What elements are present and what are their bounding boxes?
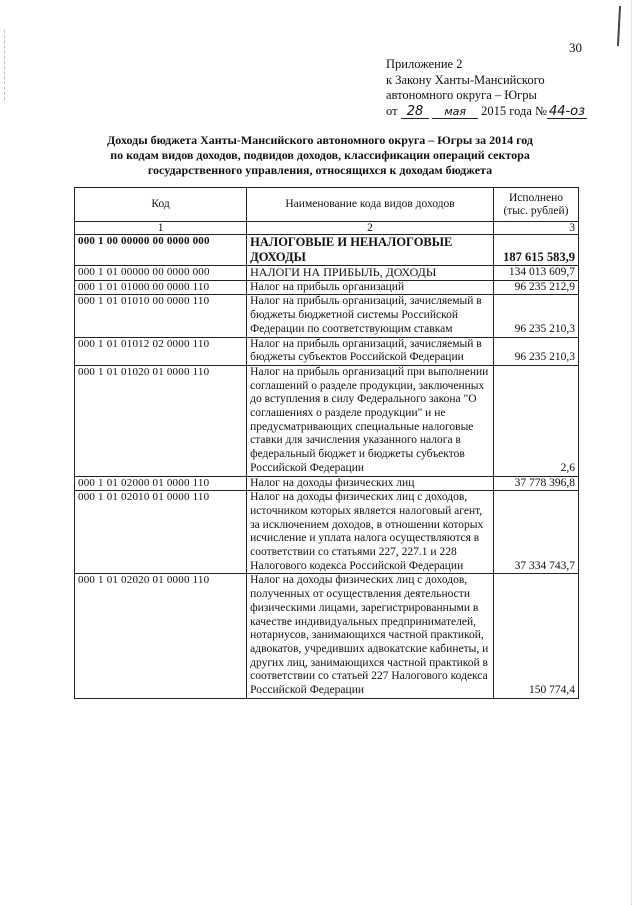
appendix-date-line <box>386 104 587 120</box>
table-row <box>75 476 579 491</box>
row-value: 37 778 396,8 <box>493 476 578 491</box>
page-number: 30 <box>569 40 582 55</box>
pen-mark <box>617 6 625 46</box>
table-row <box>75 365 579 476</box>
row-value: 96 235 210,3 <box>493 295 578 337</box>
title-line-1: Доходы бюджета Ханты-Мансийского автономного округа – Югры за 2014 год <box>107 133 533 147</box>
table-row <box>75 266 579 281</box>
row-value: 134 013 609,7 <box>493 266 578 281</box>
row-value: 2,6 <box>493 365 578 476</box>
row-code: 000 1 01 01020 01 0000 110 <box>75 365 247 476</box>
row-value: 96 235 210,3 <box>493 337 578 365</box>
row-name: Налог на доходы физических лиц с доходов, полученных от осуществления деятельности физическими лицами, зарегистрированными в качестве индивидуальных предпринимателей, нотариусов, занимающихся частной практикой, адвокатов, учредивших адвокатские кабинеты, и других лиц, занимающихся частной практикой в соответствии со статьей 227 Налогового кодекса Российской Федерации <box>247 574 494 698</box>
date-month: мая <box>432 106 478 119</box>
row-code: 000 1 01 01012 02 0000 110 <box>75 337 247 365</box>
row-name: Налог на доходы физических лиц с доходов, источником которых является налоговый агент, за исключением доходов, в отношении которых исчисление и уплата налога осуществляются в соответствии со статьями 227, 227.1 и 228 Налогового кодекса Российской Федерации <box>247 491 494 574</box>
row-code: 000 1 01 02010 01 0000 110 <box>75 491 247 574</box>
table-row <box>75 574 579 698</box>
date-day: 28 <box>401 106 430 119</box>
row-name: Налог на прибыль организаций, зачисляемый в бюджеты бюджетной системы Российской Федерации по соответствующим ставкам <box>247 295 494 337</box>
appendix-header <box>386 57 587 119</box>
appendix-line-1: Приложение 2 <box>386 57 463 71</box>
row-code: 000 1 01 02000 01 0000 110 <box>75 476 247 491</box>
revenue-table <box>74 187 579 699</box>
row-name: Налог на прибыль организаций <box>247 280 494 295</box>
appendix-line-2: к Закону Ханты-Мансийского <box>386 72 545 87</box>
row-code: 000 1 01 01010 00 0000 110 <box>75 295 247 337</box>
column-number-1: 1 <box>75 222 247 235</box>
scan-edge-mark-right <box>631 0 634 905</box>
row-value: 96 235 212,9 <box>493 280 578 295</box>
row-name: НАЛОГИ НА ПРИБЫЛЬ, ДОХОДЫ <box>247 266 494 281</box>
document-title <box>60 133 580 178</box>
title-line-2: по кодам видов доходов, подвидов доходов, классификации операций сектора <box>110 148 530 162</box>
table-row <box>75 491 579 574</box>
table-row <box>75 280 579 295</box>
row-code: 000 1 01 00000 00 0000 000 <box>75 266 247 281</box>
scan-edge-mark-left <box>4 30 7 100</box>
row-value: 150 774,4 <box>493 574 578 698</box>
row-name: Налог на прибыль организаций при выполнении соглашений о разделе продукции, заключенных до вступления в силу Федерального закона "О соглашениях о разделе продукции" и не предусматривающих специальные налоговые ставки для зачисления указанного налога в федеральный бюджет и бюджеты субъектов Российской Федерации <box>247 365 494 476</box>
table-row <box>75 235 579 266</box>
row-code: 000 1 01 02020 01 0000 110 <box>75 574 247 698</box>
row-name: Налог на доходы физических лиц <box>247 476 494 491</box>
appendix-line-3: автономного округа – Югры <box>386 88 537 102</box>
row-value: 187 615 583,9 <box>493 235 578 266</box>
row-name: Налог на прибыль организаций, зачисляемый в бюджеты субъектов Российской Федерации <box>247 337 494 365</box>
title-line-3: государственного управления, относящихся к доходам бюджета <box>147 163 493 177</box>
header-code: Код <box>75 188 247 222</box>
column-number-2: 2 <box>247 222 494 235</box>
row-code: 000 1 00 00000 00 0000 000 <box>75 235 247 266</box>
table-row <box>75 295 579 337</box>
date-prefix: от <box>386 103 398 118</box>
row-name: НАЛОГОВЫЕ И НЕНАЛОГОВЫЕ ДОХОДЫ <box>247 235 494 266</box>
row-value: 37 334 743,7 <box>493 491 578 574</box>
table-row <box>75 337 579 365</box>
law-number: 44-оз <box>548 103 586 119</box>
header-name: Наименование кода видов доходов <box>247 188 494 222</box>
header-value: Исполнено (тыс. рублей) <box>493 188 578 222</box>
row-code: 000 1 01 01000 00 0000 110 <box>75 280 247 295</box>
date-year: 2015 года № <box>481 103 547 118</box>
column-number-3: 3 <box>493 222 578 235</box>
